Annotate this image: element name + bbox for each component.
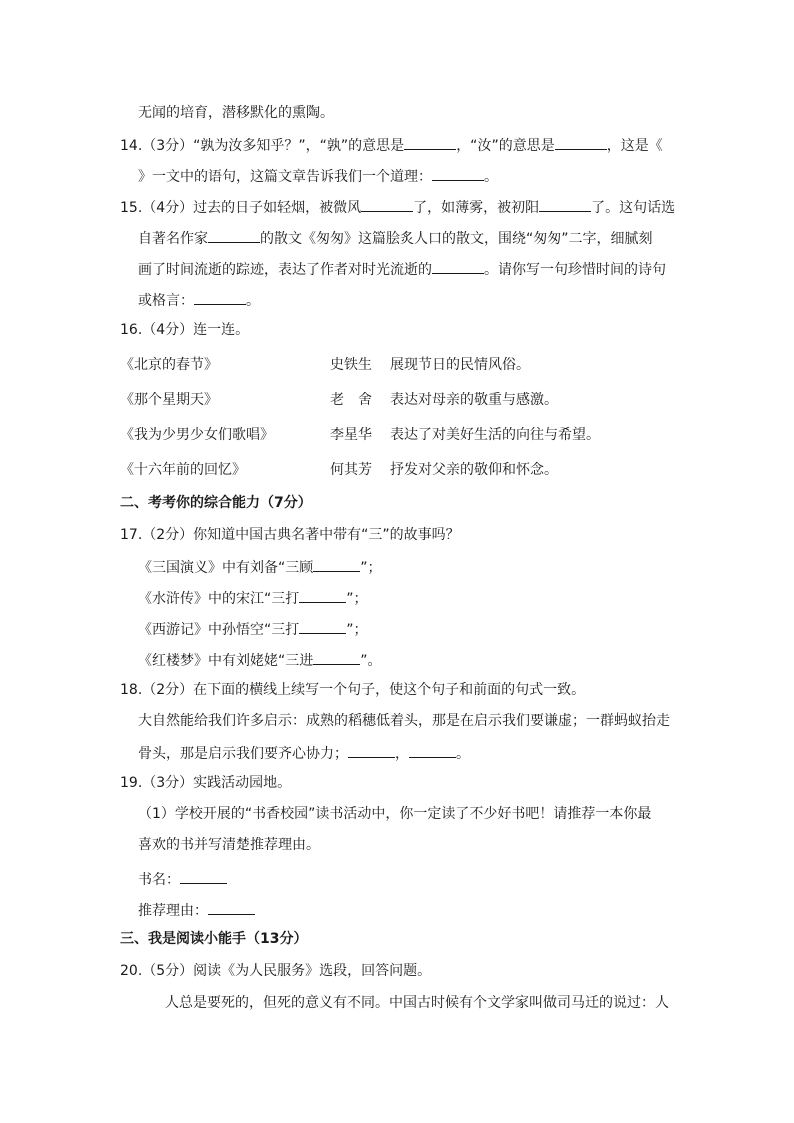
question-14-line1 [120,134,663,154]
question-15-line3 [138,258,666,278]
q17-item-text: 《三国演义》中有刘备“三顾 [138,560,314,576]
question-20-title: 20.（5分）阅读《为人民服务》选段，回答问题。 [120,963,432,979]
q15-text-c: 了。这句话选 [591,200,676,216]
answer-blank[interactable] [361,196,413,212]
answer-blank[interactable] [348,742,395,758]
answer-blank[interactable] [299,587,346,603]
q15-text-h: 或格言： [138,293,194,309]
answer-blank[interactable] [208,227,260,243]
q14-text-c: ，这是《 [606,138,663,154]
question-19-title: 19.（3分）实践活动园地。 [120,775,292,791]
match-row[interactable] [0,460,794,480]
q15-text-e: 的散文《匆匆》这篇脍炙人口的散文，围绕“匆匆”二字，细腻刻 [260,231,653,247]
match-author[interactable]: 李星华 [330,427,372,443]
book-name-blank[interactable] [180,868,227,884]
match-author[interactable]: 老 舍 [330,392,372,408]
match-desc[interactable]: 展现节日的民情风俗。 [390,357,530,373]
answer-blank[interactable] [409,742,456,758]
q15-text-f: 画了时间流逝的踪迹，表达了作者对时光流逝的 [138,262,432,278]
q18-line2 [138,742,470,762]
q15-text-g: 。请你写一句珍惜时间的诗句 [484,262,666,278]
q18-text: 骨头，那是启示我们要齐心协力； [138,746,348,762]
q19-sub1-line1: （1）学校开展的“书香校园”读书活动中，你一定读了不少好书吧！请推荐一本你最 [138,806,652,822]
answer-blank[interactable] [299,618,346,634]
q19-sub1-line2: 喜欢的书并写清楚推荐理由。 [138,837,320,853]
q17-item-end: ”； [346,591,368,607]
answer-blank[interactable] [313,556,360,572]
question-16-title: 16.（4分）连一连。 [120,322,250,338]
q14-text-e: 。 [484,169,498,185]
q18-comma: ， [395,746,409,762]
q17-item-text: 《西游记》中孙悟空“三打 [138,622,300,638]
match-row[interactable] [0,425,794,445]
question-15-line4 [138,289,260,309]
q17-item-end: ”。 [360,653,382,669]
match-work[interactable]: 《十六年前的回忆》 [120,462,246,478]
q17-item-text: 《水浒传》中的宋江“三打 [138,591,300,607]
match-row[interactable] [0,390,794,410]
answer-blank[interactable] [555,134,607,150]
match-work[interactable]: 《那个星期天》 [120,392,218,408]
q14-text-d: 》一文中的语句，这篇文章告诉我们一个道理： [138,169,432,185]
answer-blank[interactable] [432,258,484,274]
match-desc[interactable]: 表达了对美好生活的向往与希望。 [390,427,600,443]
q15-text-a: 15.（4分）过去的日子如轻烟，被微风 [120,200,362,216]
reason-blank[interactable] [208,899,255,915]
question-15-line1 [120,196,675,216]
book-name-row [138,868,227,888]
match-row[interactable] [0,355,794,375]
question-17-title: 17.（2分）你知道中国古典名著中带有“三”的故事吗？ [120,527,460,543]
match-author[interactable]: 史铁生 [330,357,372,373]
q17-item [138,587,368,607]
match-work[interactable]: 《我为少男少女们歌唱》 [120,427,274,443]
answer-blank[interactable] [194,289,246,305]
answer-blank[interactable] [539,196,591,212]
q15-text-b: 了，如薄雾，被初阳 [413,200,540,216]
q14-text-a: 14.（3分）“孰为汝多知乎？”，“孰”的意思是 [120,138,405,154]
q17-item [138,556,382,576]
question-14-line2 [138,165,498,185]
match-desc[interactable]: 抒发对父亲的敬仰和怀念。 [390,462,558,478]
match-work[interactable]: 《北京的春节》 [120,357,218,373]
answer-blank[interactable] [404,134,456,150]
section-2-heading: 二、考考你的综合能力（7分） [120,495,312,511]
question-18-title: 18.（2分）在下面的横线上续写一个句子，使这个句子和前面的句式一致。 [120,682,586,698]
section-3-heading: 三、我是阅读小能手（13分） [120,931,308,947]
q17-item-end: ”； [346,622,368,638]
q17-item-text: 《红楼梦》中有刘姥姥“三进 [138,653,314,669]
q13-tail: 无闻的培育，潜移默化的熏陶。 [138,105,334,121]
q18-period: 。 [456,746,470,762]
q17-item [138,618,368,638]
q15-text-d: 自著名作家 [138,231,208,247]
q15-text-i: 。 [246,293,260,309]
reason-row [138,899,255,919]
answer-blank[interactable] [432,165,484,181]
reason-label: 推荐理由： [138,903,208,919]
question-15-line2 [138,227,653,247]
match-desc[interactable]: 表达对母亲的敬重与感激。 [390,392,558,408]
q20-passage: 人总是要死的，但死的意义有不同。中国古时候有个文学家叫做司马迁的说过：人 [165,995,669,1011]
q17-item-end: ”； [360,560,382,576]
q17-item [138,649,382,669]
book-name-label: 书名： [138,872,180,888]
q18-line1: 大自然能给我们许多启示：成熟的稻穗低着头，那是在启示我们要谦虚；一群蚂蚁抬走 [138,713,670,729]
answer-blank[interactable] [313,649,360,665]
match-author[interactable]: 何其芳 [330,462,372,478]
q14-text-b: ，“汝”的意思是 [456,138,555,154]
